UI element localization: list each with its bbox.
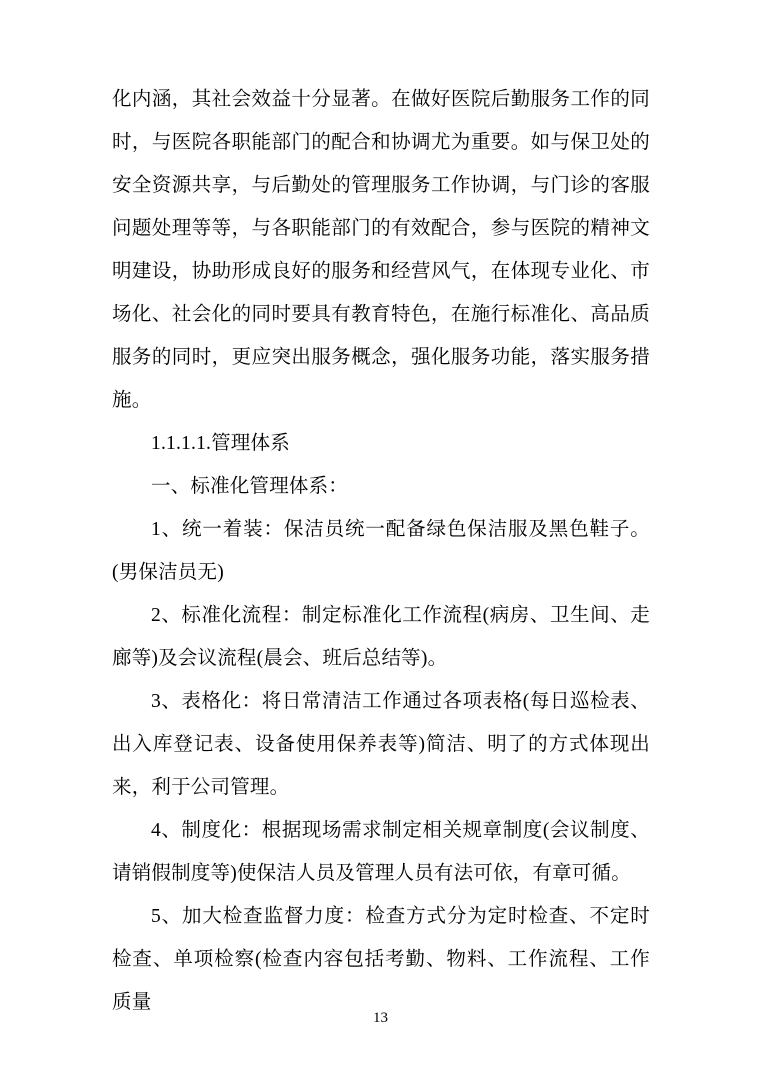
document-body — [112, 78, 650, 1024]
list-item-1: 1、统一着装：保洁员统一配备绿色保洁服及黑色鞋子。(男保洁员无) — [112, 519, 650, 583]
heading-management-system: 1.1.1.1.管理体系 — [151, 433, 290, 454]
subheading-standardized-system: 一、标准化管理体系： — [151, 476, 349, 497]
list-item-3: 3、表格化：将日常清洁工作通过各项表格(每日巡检表、出入库登记表、设备使用保养表等)简洁、明了的方式体现出来，利于公司管理。 — [112, 691, 650, 798]
list-item-4: 4、制度化：根据现场需求制定相关规章制度(会议制度、请销假制度等)使保洁人员及管理人员有法可依，有章可循。 — [112, 820, 650, 884]
list-item-2: 2、标准化流程：制定标准化工作流程(病房、卫生间、走廊等)及会议流程(晨会、班后总结等)。 — [112, 605, 650, 669]
list-item-5: 5、加大检查监督力度：检查方式分为定时检查、不定时检查、单项检察(检查内容包括考勤、物料、工作流程、工作质量 — [112, 906, 650, 1013]
page-number: 13 — [373, 1010, 388, 1026]
paragraph-1: 化内涵，其社会效益十分显著。在做好医院后勤服务工作的同时，与医院各职能部门的配合和协调尤为重要。如与保卫处的安全资源共享，与后勤处的管理服务工作协调，与门诊的客服问题处理等等，与各职能部门的有效配合，参与医院的精神文明建设，协助形成良好的服务和经营风气，在体现专业化、市场化、社会化的同时要具有教育特色，在施行标准化、高品质服务的同时，更应突出服务概念，强化服务功能，落实服务措施。 — [112, 89, 650, 411]
